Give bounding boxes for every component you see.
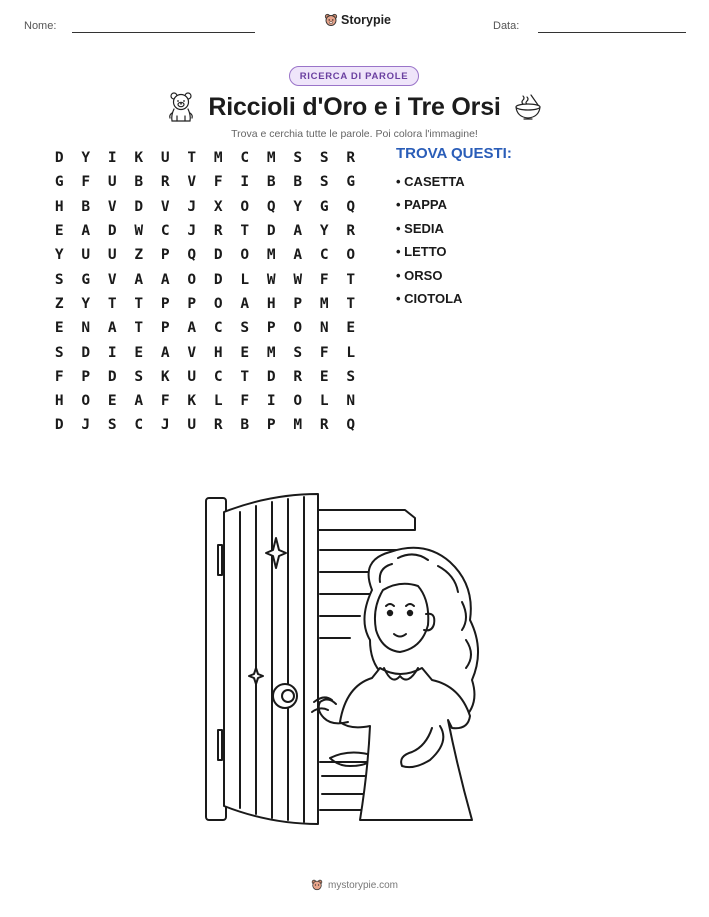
footer xyxy=(0,879,709,891)
grid-cell[interactable]: P xyxy=(160,320,170,337)
grid-cell[interactable]: A xyxy=(240,295,250,312)
grid-cell[interactable]: D xyxy=(107,223,117,240)
grid-cell[interactable]: S xyxy=(240,320,250,337)
grid-cell[interactable]: C xyxy=(319,247,329,264)
grid-cell[interactable]: K xyxy=(134,150,144,167)
grid-cell[interactable]: T xyxy=(107,295,117,312)
grid-cell[interactable]: R xyxy=(346,150,356,167)
word-list-item: • CASETTA xyxy=(396,174,465,189)
grid-cell[interactable]: V xyxy=(187,174,197,191)
grid-cell[interactable]: Y xyxy=(54,247,64,264)
grid-cell[interactable]: R xyxy=(346,223,356,240)
grid-cell[interactable]: E xyxy=(107,393,117,410)
grid-cell[interactable]: O xyxy=(240,247,250,264)
grid-cell[interactable]: P xyxy=(160,295,170,312)
grid-cell[interactable]: O xyxy=(213,295,223,312)
grid-cell[interactable]: F xyxy=(319,344,329,361)
grid-cell[interactable]: H xyxy=(213,344,223,361)
grid-cell[interactable]: O xyxy=(81,393,91,410)
grid-cell[interactable]: B xyxy=(293,174,303,191)
grid-cell[interactable]: O xyxy=(293,320,303,337)
grid-cell[interactable]: R xyxy=(319,417,329,434)
name-label: Nome: xyxy=(24,20,57,32)
grid-cell[interactable]: M xyxy=(266,344,276,361)
grid-cell[interactable]: Q xyxy=(266,198,276,215)
grid-cell[interactable]: P xyxy=(266,320,276,337)
grid-cell[interactable]: D xyxy=(266,368,276,385)
grid-cell[interactable]: D xyxy=(134,198,144,215)
grid-cell[interactable]: B xyxy=(134,174,144,191)
porridge-bowl-icon xyxy=(513,92,543,122)
grid-cell[interactable]: E xyxy=(54,320,64,337)
grid-cell[interactable]: O xyxy=(346,247,356,264)
grid-cell[interactable]: B xyxy=(81,198,91,215)
grid-cell[interactable]: U xyxy=(187,368,197,385)
grid-cell[interactable]: U xyxy=(107,174,117,191)
grid-cell[interactable]: T xyxy=(240,223,250,240)
grid-cell[interactable]: O xyxy=(240,198,250,215)
grid-cell[interactable]: N xyxy=(346,393,356,410)
grid-cell[interactable]: P xyxy=(81,368,91,385)
grid-cell[interactable]: A xyxy=(160,271,170,288)
grid-cell[interactable]: P xyxy=(266,417,276,434)
grid-cell[interactable]: C xyxy=(240,150,250,167)
grid-cell[interactable]: S xyxy=(346,368,356,385)
grid-cell[interactable]: F xyxy=(213,174,223,191)
grid-cell[interactable]: Y xyxy=(81,295,91,312)
logo-text: Storypie xyxy=(341,13,392,27)
storypie-bear-icon xyxy=(324,13,338,27)
grid-cell[interactable]: S xyxy=(107,417,117,434)
grid-cell[interactable]: A xyxy=(293,223,303,240)
grid-cell[interactable]: V xyxy=(107,198,117,215)
grid-cell[interactable]: A xyxy=(293,247,303,264)
word-list-item: • SEDIA xyxy=(396,220,444,236)
grid-cell[interactable]: T xyxy=(240,368,250,385)
grid-cell[interactable]: Z xyxy=(134,247,144,264)
grid-cell[interactable]: J xyxy=(81,417,91,434)
grid-cell[interactable]: R xyxy=(293,368,303,385)
word-list xyxy=(396,170,465,310)
bear-icon xyxy=(166,91,196,123)
grid-cell[interactable]: S xyxy=(319,174,329,191)
grid-cell[interactable]: F xyxy=(81,174,91,191)
grid-cell[interactable]: A xyxy=(134,393,144,410)
word-list-title: TROVA QUESTI: xyxy=(396,145,512,162)
grid-cell[interactable]: D xyxy=(213,247,223,264)
word-list-item: • LETTO xyxy=(396,244,447,260)
grid-cell[interactable]: D xyxy=(54,417,64,434)
grid-cell[interactable]: N xyxy=(81,320,91,337)
grid-cell[interactable]: D xyxy=(54,150,64,167)
grid-cell[interactable]: G xyxy=(346,174,356,191)
grid-cell[interactable]: S xyxy=(134,368,144,385)
grid-cell[interactable]: L xyxy=(213,393,223,410)
grid-cell[interactable]: J xyxy=(187,223,197,240)
grid-cell[interactable]: R xyxy=(213,223,223,240)
page-title: Riccioli d'Oro e i Tre Orsi xyxy=(208,92,501,121)
grid-cell[interactable]: Y xyxy=(319,223,329,240)
grid-cell[interactable]: M xyxy=(293,417,303,434)
grid-cell[interactable]: W xyxy=(293,271,303,288)
grid-cell[interactable]: J xyxy=(187,198,197,215)
grid-cell[interactable]: F xyxy=(319,271,329,288)
word-list-item: • ORSO xyxy=(396,267,443,283)
grid-cell[interactable]: T xyxy=(346,271,356,288)
title-row xyxy=(0,90,709,124)
grid-cell[interactable]: G xyxy=(81,271,91,288)
grid-cell[interactable]: C xyxy=(213,320,223,337)
grid-cell[interactable]: S xyxy=(293,150,303,167)
word-list-item: • PAPPA xyxy=(396,197,448,213)
grid-cell[interactable]: E xyxy=(54,223,64,240)
grid-cell[interactable]: Z xyxy=(54,295,64,312)
grid-cell[interactable]: F xyxy=(160,393,170,410)
grid-cell[interactable]: D xyxy=(213,271,223,288)
grid-cell[interactable]: P xyxy=(187,295,197,312)
grid-cell[interactable]: R xyxy=(213,417,223,434)
grid-cell[interactable]: Y xyxy=(81,150,91,167)
grid-cell[interactable]: T xyxy=(134,320,144,337)
grid-cell[interactable]: E xyxy=(346,320,356,337)
grid-cell[interactable]: U xyxy=(187,417,197,434)
grid-cell[interactable]: V xyxy=(187,344,197,361)
footer-url: mystorypie.com xyxy=(327,879,398,891)
grid-cell[interactable]: R xyxy=(160,174,170,191)
goldilocks-at-door-illustration xyxy=(200,490,510,830)
name-line xyxy=(72,32,255,33)
grid-cell[interactable]: U xyxy=(160,150,170,167)
grid-cell[interactable]: H xyxy=(54,393,64,410)
grid-cell[interactable]: X xyxy=(213,198,223,215)
grid-cell[interactable]: D xyxy=(81,344,91,361)
grid-cell[interactable]: D xyxy=(266,223,276,240)
grid-cell[interactable]: S xyxy=(54,344,64,361)
grid-cell[interactable]: U xyxy=(81,247,91,264)
grid-cell[interactable]: E xyxy=(134,344,144,361)
grid-cell[interactable]: Q xyxy=(346,417,356,434)
grid-cell[interactable]: F xyxy=(240,393,250,410)
grid-cell[interactable]: F xyxy=(54,368,64,385)
word-search-grid xyxy=(46,146,364,438)
grid-cell[interactable]: E xyxy=(240,344,250,361)
grid-cell[interactable]: A xyxy=(107,320,117,337)
grid-cell[interactable]: H xyxy=(266,295,276,312)
grid-cell[interactable]: M xyxy=(266,247,276,264)
grid-cell[interactable]: G xyxy=(319,198,329,215)
instructions: Trova e cerchia tutte le parole. Poi colora l'immagine! xyxy=(231,128,478,140)
grid-cell[interactable]: H xyxy=(54,198,64,215)
grid-cell[interactable]: C xyxy=(213,368,223,385)
grid-cell[interactable]: L xyxy=(346,344,356,361)
grid-cell[interactable]: O xyxy=(293,393,303,410)
grid-cell[interactable]: L xyxy=(319,393,329,410)
grid-cell[interactable]: Q xyxy=(187,247,197,264)
storypie-logo xyxy=(324,13,391,27)
word-list-item: • CIOTOLA xyxy=(396,290,463,306)
grid-cell[interactable]: W xyxy=(266,271,276,288)
grid-cell[interactable]: V xyxy=(107,271,117,288)
grid-cell[interactable]: A xyxy=(160,344,170,361)
grid-cell[interactable]: W xyxy=(134,223,144,240)
grid-cell[interactable]: Q xyxy=(346,198,356,215)
grid-cell[interactable]: I xyxy=(107,344,117,361)
grid-cell[interactable]: E xyxy=(319,368,329,385)
grid-cell[interactable]: M xyxy=(266,150,276,167)
grid-cell[interactable]: D xyxy=(107,368,117,385)
grid-cell[interactable]: T xyxy=(134,295,144,312)
grid-cell[interactable]: K xyxy=(160,368,170,385)
grid-cell[interactable]: P xyxy=(160,247,170,264)
grid-cell[interactable]: I xyxy=(107,150,117,167)
grid-cell[interactable]: S xyxy=(319,150,329,167)
grid-cell[interactable]: B xyxy=(240,417,250,434)
grid-cell[interactable]: Y xyxy=(293,198,303,215)
grid-cell[interactable]: G xyxy=(54,174,64,191)
grid-cell[interactable]: K xyxy=(187,393,197,410)
grid-cell[interactable]: A xyxy=(134,271,144,288)
date-line xyxy=(538,32,686,33)
activity-badge: RICERCA DI PAROLE xyxy=(289,66,419,86)
grid-cell[interactable]: L xyxy=(240,271,250,288)
grid-cell[interactable]: C xyxy=(160,223,170,240)
grid-cell[interactable]: A xyxy=(81,223,91,240)
grid-cell[interactable]: I xyxy=(266,393,276,410)
grid-cell[interactable]: P xyxy=(293,295,303,312)
grid-cell[interactable]: T xyxy=(187,150,197,167)
grid-cell[interactable]: T xyxy=(346,295,356,312)
date-label: Data: xyxy=(493,20,520,32)
grid-cell[interactable]: O xyxy=(187,271,197,288)
grid-cell[interactable]: S xyxy=(54,271,64,288)
grid-cell[interactable]: J xyxy=(160,417,170,434)
grid-cell[interactable]: I xyxy=(240,174,250,191)
grid-cell[interactable]: B xyxy=(266,174,276,191)
grid-cell[interactable]: C xyxy=(134,417,144,434)
grid-cell[interactable]: S xyxy=(293,344,303,361)
grid-cell[interactable]: A xyxy=(187,320,197,337)
grid-cell[interactable]: V xyxy=(160,198,170,215)
storypie-footer-icon xyxy=(311,879,323,891)
grid-cell[interactable]: N xyxy=(319,320,329,337)
grid-cell[interactable]: U xyxy=(107,247,117,264)
grid-cell[interactable]: M xyxy=(319,295,329,312)
grid-cell[interactable]: M xyxy=(213,150,223,167)
